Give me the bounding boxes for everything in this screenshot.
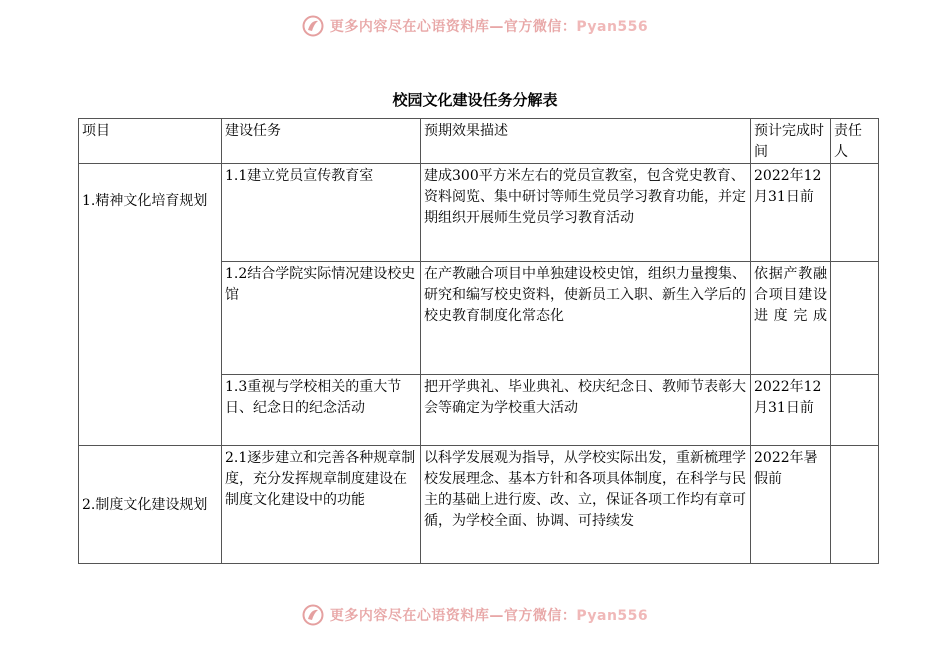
time-cell: 2022年暑假前 (751, 446, 831, 564)
watermark-text: 更多内容尽在心语资料库—官方微信：Pyan556 (329, 19, 649, 35)
table-header-row (79, 119, 879, 164)
task-table (78, 118, 879, 564)
project-cell: 2.制度文化建设规划 (79, 446, 222, 564)
time-cell: 2022年12月31日前 (751, 164, 831, 262)
watermark-text: 更多内容尽在心语资料库—官方微信：Pyan556 (329, 608, 649, 624)
logo-icon (302, 15, 324, 37)
header-owner: 责任人 (831, 119, 879, 164)
logo-icon (302, 604, 324, 626)
top-watermark-banner (0, 11, 950, 41)
owner-cell (831, 262, 879, 375)
effect-cell: 建成300平方米左右的党员宣教室，包含党史教育、资料阅览、集中研讨等师生党员学习教育功能，并定期组织开展师生党员学习教育活动 (421, 164, 751, 262)
header-effect: 预期效果描述 (421, 119, 751, 164)
owner-cell (831, 164, 879, 262)
effect-cell: 把开学典礼、毕业典礼、校庆纪念日、教师节表彰大会等确定为学校重大活动 (421, 375, 751, 446)
task-cell: 1.1建立党员宣传教育室 (222, 164, 421, 262)
effect-cell: 在产教融合项目中单独建设校史馆，组织力量搜集、研究和编写校史资料，使新员工入职、新生入学后的校史教育制度化常态化 (421, 262, 751, 375)
owner-cell (831, 446, 879, 564)
bottom-watermark-banner (0, 600, 950, 630)
effect-cell: 以科学发展观为指导，从学校实际出发，重新梳理学校发展理念、基本方针和各项具体制度，在科学与民主的基础上进行废、改、立，保证各项工作均有章可循，为学校全面、协调、可持续发 (421, 446, 751, 564)
table-row (79, 446, 879, 564)
header-project: 项目 (79, 119, 222, 164)
table-row (79, 164, 879, 262)
header-task: 建设任务 (222, 119, 421, 164)
project-cell: 1.精神文化培育规划 (79, 164, 222, 446)
document-title: 校园文化建设任务分解表 (392, 91, 558, 109)
task-cell: 1.3重视与学校相关的重大节日、纪念日的纪念活动 (222, 375, 421, 446)
task-cell: 1.2结合学院实际情况建设校史馆 (222, 262, 421, 375)
task-cell: 2.1逐步建立和完善各种规章制度，充分发挥规章制度建设在制度文化建设中的功能 (222, 446, 421, 564)
header-time: 预计完成时间 (751, 119, 831, 164)
time-cell: 依据产教融合项目建设进度完成 (751, 262, 831, 375)
owner-cell (831, 375, 879, 446)
time-cell: 2022年12月31日前 (751, 375, 831, 446)
